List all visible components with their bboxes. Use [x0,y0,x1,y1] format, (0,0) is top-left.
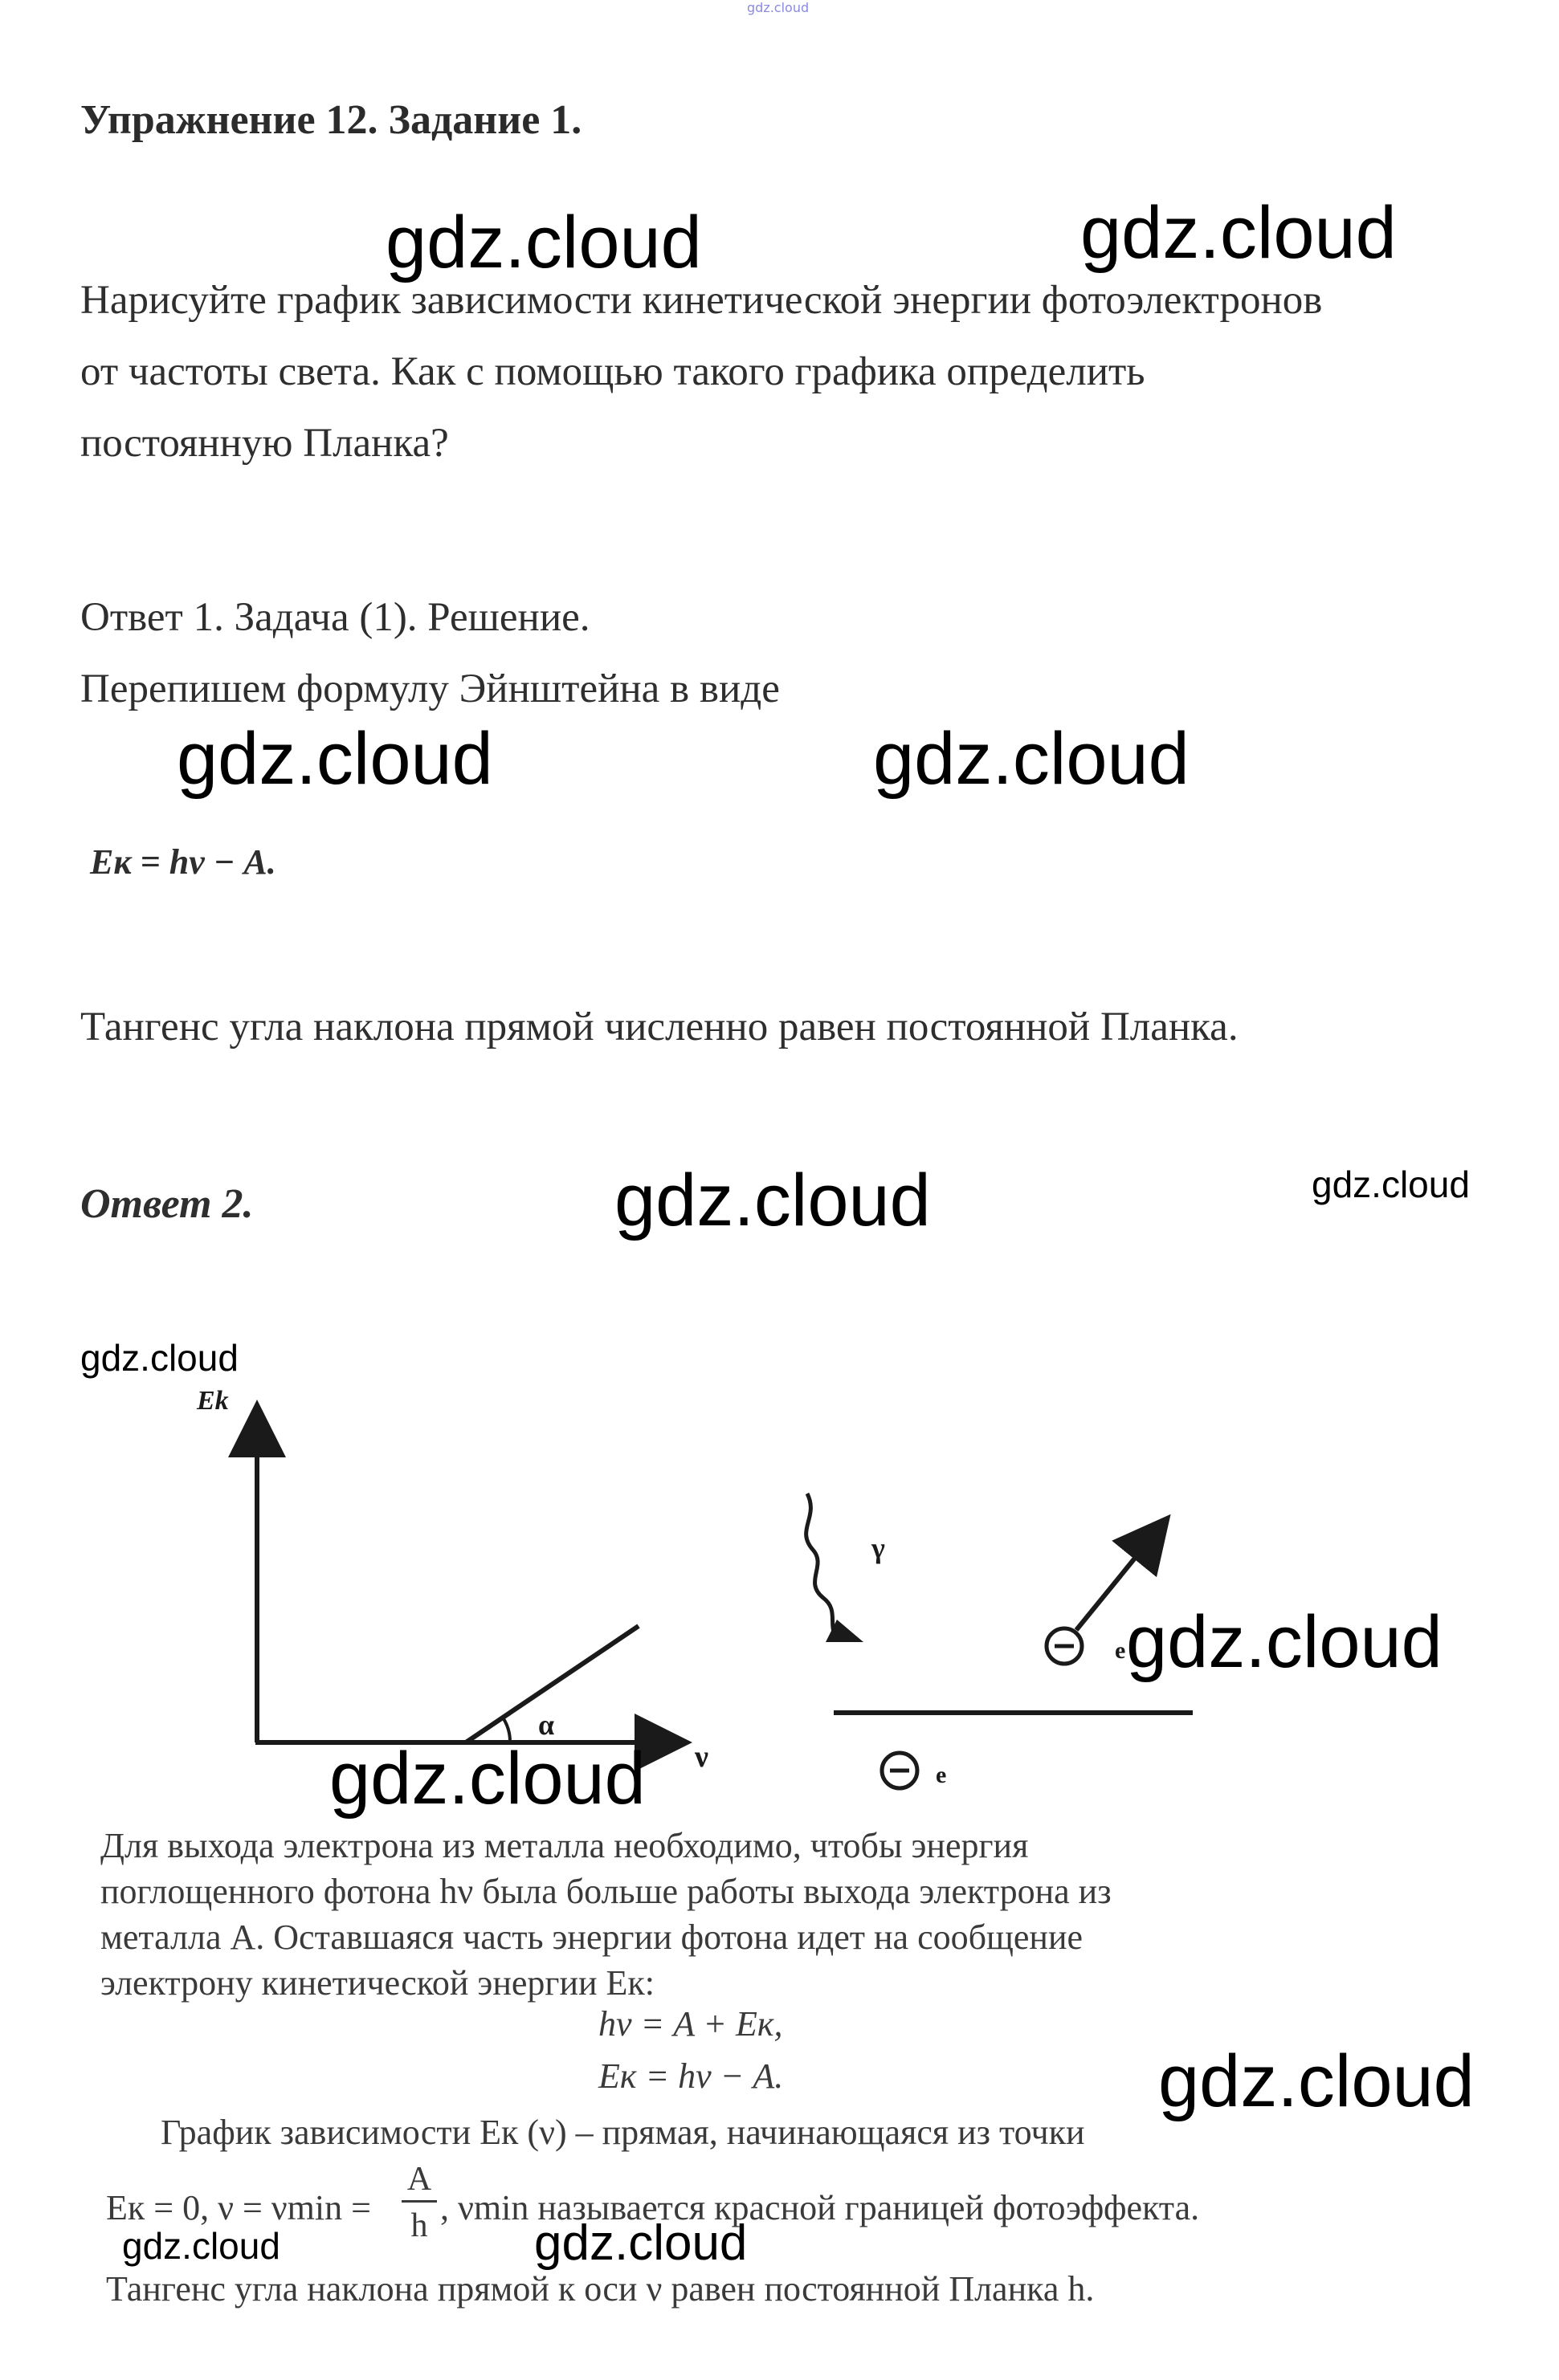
watermark: gdz.cloud [1312,1164,1470,1205]
scan-line6-left: Eк = 0, ν = νmin = [106,2188,371,2227]
task-line: от частоты света. Как с помощью такого графика определить [80,349,1145,394]
frac-num: A [406,2161,432,2198]
photon-label: γ [871,1532,885,1564]
watermark: gdz.cloud [122,2225,280,2267]
einstein-formula: Eк = hν − A. [90,842,276,882]
scan-line7: Тангенс угла наклона прямой к оси ν равен постоянной Планка h. [106,2269,1095,2309]
watermark: gdz.cloud [329,1738,646,1820]
watermark: gdz.cloud [614,1159,931,1241]
tangent-statement: Тангенс угла наклона прямой численно равен постоянной Планка. [80,1005,1239,1049]
angle-label: α [538,1709,555,1741]
frac-bar [402,2200,437,2203]
answer2-heading: Ответ 2. [80,1181,254,1227]
scan-line5: График зависимости Eк (ν) – прямая, начинающаяся из точки [161,2113,1085,2152]
electron-label-2: e [936,1762,947,1788]
answer1-block [80,582,780,725]
answer1-heading: Ответ 1. Задача (1). Решение. [80,595,590,640]
watermark: gdz.cloud [1158,2040,1475,2122]
scan-line: Для выхода электрона из металла необходимо, чтобы энергия [100,1826,1029,1865]
top-watermark: gdz.cloud [747,0,810,15]
watermark: gdz.cloud [873,718,1190,800]
scan-line: электрону кинетической энергии Eк: [100,1963,655,2003]
frac-den: h [410,2207,428,2244]
scan-text [100,1823,1305,2006]
task-line: постоянную Планка? [80,421,449,466]
task-statement [80,265,1526,479]
watermark: gdz.cloud [177,718,493,800]
scan-line: поглощенного фотона hν была больше работы выхода электрона из [100,1872,1112,1911]
y-axis-label: Ek [197,1386,229,1416]
scan-eq1: hν = A + Eк, [598,2004,783,2044]
scan-line: металла A. Оставшаяся часть энергии фотона идет на сообщение [100,1917,1084,1957]
watermark: gdz.cloud [80,1337,239,1379]
watermark: gdz.cloud [1080,192,1397,274]
watermark: gdz.cloud [386,202,702,283]
answer1-text: Перепишем формулу Эйнштейна в виде [80,666,780,711]
electron-label: e [1115,1637,1126,1664]
photon-path [806,1494,837,1638]
scan-eq2: Eк = hν − A. [598,2056,784,2096]
page-title: Упражнение 12. Задание 1. [80,97,582,143]
photoeffect-figure [185,1385,1213,1795]
watermark: gdz.cloud [534,2215,748,2271]
scan-line6-right: , νmin называется красной границей фотоэффекта. [440,2188,1200,2227]
task-line: Нарисуйте график зависимости кинетической энергии фотоэлектронов [80,278,1323,323]
watermark: gdz.cloud [1126,1601,1443,1683]
x-axis-label: ν [695,1740,708,1774]
